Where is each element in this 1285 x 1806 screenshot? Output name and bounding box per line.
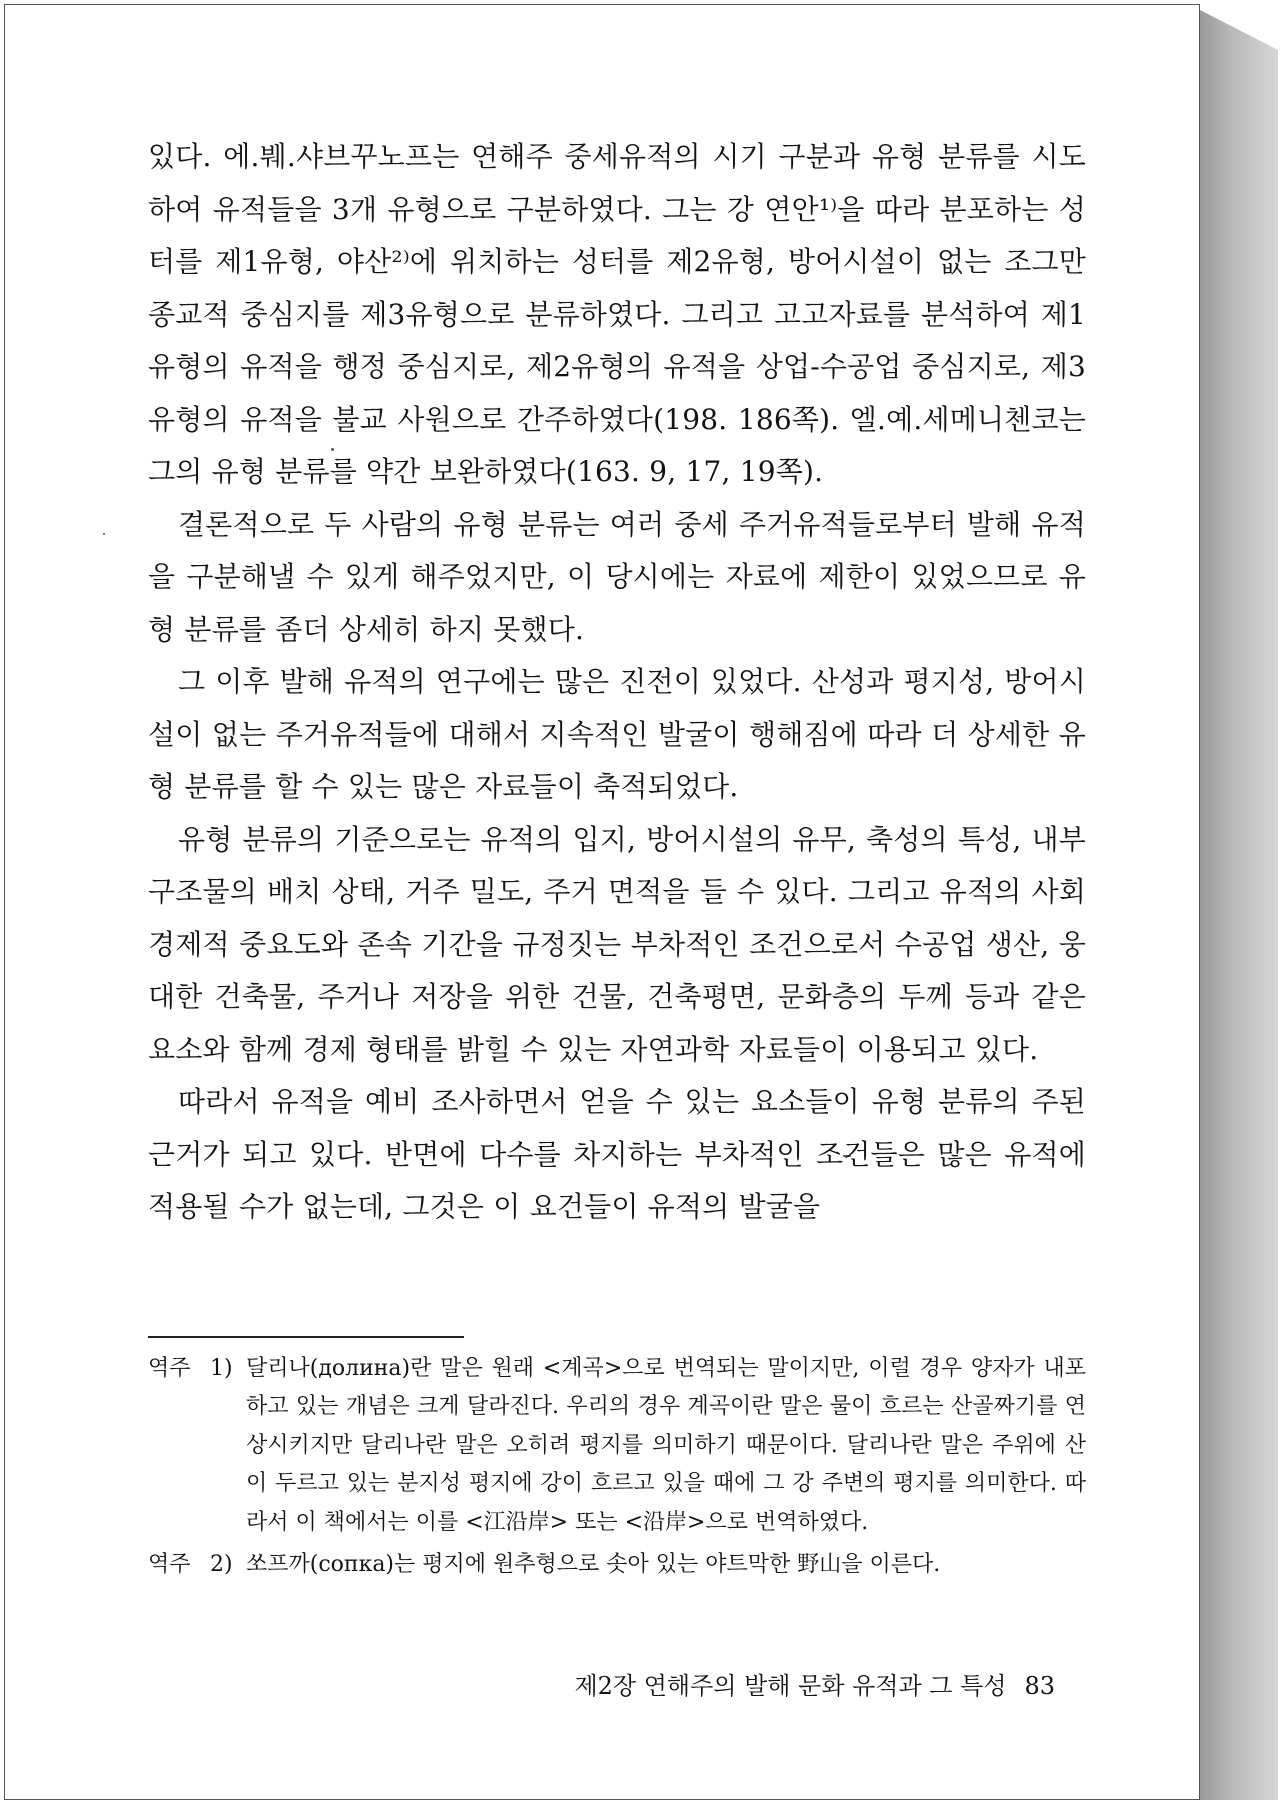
footnote-number: 2) [210, 1552, 233, 1578]
footnote-text: 쏘프까(сопка)는 평지에 원추형으로 솟아 있는 야트막한 野山을 이른다. [246, 1552, 941, 1578]
footnotes [148, 1350, 1086, 1588]
paragraph: 있다. 에.붸.샤브꾸노프는 연해주 중세유적의 시기 구분과 유형 분류를 시도하여 유적들을 3개 유형으로 구분하였다. 그는 강 연안¹⁾을 따라 분포하는 성터를 제1유형, 야산²⁾에 위치하는 성터를 제2유형, 방어시설이 없는 조그만 종교적 중심지를 제3유형으로 분류하였다. 그리고 고고자료를 분석하여 제1유형의 유적을 행정 중심지로, 제2유형의 유적을 상업-수공업 중심지로, 제3유형의 유적을 불교 사원으로 간주하였다(198. 186쪽). 엘.예.세메니첸코는 그의 유형 분류를 약간 보완하였다(163. 9, 17, 19쪽). [148, 140, 1086, 488]
body-text [148, 131, 1086, 1234]
running-chapter-title: 제2장 연해주의 발해 문화 유적과 그 특성 [574, 1672, 1007, 1700]
footnote-text: 달리나(долина)란 말은 원래 <계곡>으로 번역되는 말이지만, 이럴 경우 양자가 내포하고 있는 개념은 크게 달라진다. 우리의 경우 계곡이란 말은 물이 흐르는 산골짜기를 연상시키지만 달리나란 말은 오히려 평지를 의미하기 때문이다. 달리나란 말은 주위에 산이 두르고 있는 분지성 평지에 강이 흐르고 있을 때에 그 강 주변의 평지를 의미한다. 따라서 이 책에서는 이를 <江沿岸> 또는 <沿岸>으로 번역하였다. [246, 1356, 1086, 1535]
paragraph: 결론적으로 두 사람의 유형 분류는 여러 중세 주거유적들로부터 발해 유적을 구분해낼 수 있게 해주었지만, 이 당시에는 자료에 제한이 있었으므로 유형 분류를 좀더 상세히 하지 못했다. [148, 507, 1086, 646]
footnote-tag: 역주 [148, 1356, 191, 1381]
footnote [148, 1546, 1086, 1584]
footnote-number: 1) [210, 1356, 233, 1381]
paragraph: 유형 분류의 기준으로는 유적의 입지, 방어시설의 유무, 축성의 특성, 내부 구조물의 배치 상태, 거주 밀도, 주거 면적을 들 수 있다. 그리고 유적의 사회경제적 중요도와 존속 기간을 규정짓는 부차적인 조건으로서 수공업 생산, 웅대한 건축물, 주거나 저장을 위한 건물, 건축평면, 문화층의 두께 등과 같은 요소와 함께 경제 형태를 밝힐 수 있는 자연과학 자료들이 이용되고 있다. [148, 822, 1086, 1066]
book-page-edge [1200, 10, 1278, 1800]
paragraph: 그 이후 발해 유적의 연구에는 많은 진전이 있었다. 산성과 평지성, 방어시설이 없는 주거유적들에 대해서 지속적인 발굴이 행해짐에 따라 더 상세한 유형 분류를 할 수 있는 많은 자료들이 축적되었다. [148, 665, 1086, 803]
page-footer [574, 1666, 1055, 1701]
page-number: 83 [1024, 1672, 1055, 1700]
scan-speck [103, 533, 105, 535]
paragraph: 따라서 유적을 예비 조사하면서 얻을 수 있는 요소들이 유형 분류의 주된 근거가 되고 있다. 반면에 다수를 차지하는 부차적인 조건들은 많은 유적에 적용될 수가 없는데, 그것은 이 요건들이 유적의 발굴을 [148, 1085, 1086, 1223]
footnote [148, 1350, 1086, 1542]
footnote-tag: 역주 [148, 1552, 191, 1578]
footnote-divider [148, 1336, 464, 1338]
